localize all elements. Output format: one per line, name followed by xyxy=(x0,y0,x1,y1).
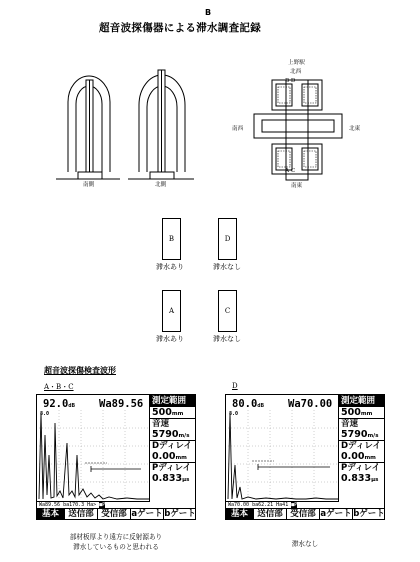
p-delay-value xyxy=(150,473,196,484)
north-label: 北側 xyxy=(155,182,167,188)
settings-panel xyxy=(339,395,385,508)
sample-box-d xyxy=(218,218,237,260)
d-delay-unit: mm xyxy=(364,455,376,461)
d-delay-label: Dディレイ xyxy=(152,441,192,451)
range-value xyxy=(150,407,196,419)
velocity-unit: m/s xyxy=(367,433,379,439)
p-delay-value xyxy=(339,473,385,484)
sample-caption: 滞水なし xyxy=(213,263,241,271)
velocity-value xyxy=(150,429,196,441)
d-delay-number: 0.00 xyxy=(152,451,176,462)
p-icon: ■P xyxy=(291,502,298,508)
velocity-number: 5790 xyxy=(341,429,368,440)
plan-top-label-2: 北西 xyxy=(290,69,302,75)
member-illustration xyxy=(46,50,196,190)
scale-label: 8.0 xyxy=(40,411,50,417)
sample-letter: B xyxy=(168,235,175,243)
plan-view xyxy=(250,74,346,186)
left-waveform-subtitle: A・B・C xyxy=(44,383,74,391)
gain-value: 92.0 xyxy=(43,398,69,410)
wa-readout: Wa70.00 xyxy=(288,398,333,410)
gain-readout xyxy=(232,398,264,410)
range-unit: mm xyxy=(360,411,373,417)
sample-caption: 滞水なし xyxy=(213,335,241,343)
status-footer-text: Wa70.00 ba62.21 Ha41 xyxy=(228,502,289,508)
north-member-drawing xyxy=(128,70,194,179)
plan-bottom-marks: A C xyxy=(285,168,296,174)
gain-unit: dB xyxy=(68,403,75,409)
menu-b-gate: bゲート xyxy=(353,509,385,519)
status-footer xyxy=(226,501,339,508)
menu-basic: 基本 xyxy=(37,509,65,520)
sample-letter: C xyxy=(224,307,231,315)
a-scan-trace xyxy=(39,413,149,499)
wa-readout: Wa89.56 xyxy=(99,398,144,410)
south-member-drawing xyxy=(56,76,120,179)
flaw-detector-screen-left xyxy=(36,394,196,520)
velocity-unit: m/s xyxy=(178,433,190,439)
velocity-label: 音速 xyxy=(341,419,359,429)
p-icon: ■P xyxy=(99,502,106,508)
range-number: 500 xyxy=(152,407,172,418)
p-delay-number: 0.833 xyxy=(152,473,183,484)
figure-letter: B xyxy=(205,8,212,17)
waveform-graph xyxy=(37,395,150,501)
d-delay-number: 0.00 xyxy=(341,451,365,462)
flaw-detector-screen-right xyxy=(225,394,385,520)
sample-box-b xyxy=(162,218,181,260)
range-number: 500 xyxy=(341,407,361,418)
sample-caption: 滞水あり xyxy=(156,263,184,271)
function-menu xyxy=(226,508,385,520)
function-menu xyxy=(37,508,196,520)
left-caption-line-1: 部材板厚より遠方に反射源あり xyxy=(69,533,163,541)
d-delay-value xyxy=(150,451,196,463)
plan-left-label: 南西 xyxy=(232,126,244,132)
settings-panel xyxy=(150,395,196,508)
range-value xyxy=(339,407,385,419)
sample-box-c xyxy=(218,290,237,332)
range-unit: mm xyxy=(171,411,184,417)
menu-b-gate: bゲート xyxy=(164,509,196,519)
status-footer xyxy=(37,501,150,508)
velocity-value xyxy=(339,429,385,441)
waveform-graph xyxy=(226,395,339,501)
menu-transmitter: 送信部 xyxy=(65,509,98,520)
sample-letter: D xyxy=(224,235,231,243)
waveform-plot xyxy=(226,395,339,501)
left-caption-line-2: 滞水しているものと思われる xyxy=(73,543,159,551)
right-waveform-subtitle: D xyxy=(232,382,238,390)
range-label: 測定範囲 xyxy=(339,395,385,407)
p-delay-unit: μs xyxy=(371,477,379,483)
sample-caption: 滞水あり xyxy=(156,335,184,343)
velocity-label: 音速 xyxy=(152,419,170,429)
menu-basic: 基本 xyxy=(226,509,254,520)
plan-top-label-1: 上野駅 xyxy=(288,60,305,66)
menu-a-gate: aゲート xyxy=(320,509,352,519)
p-delay-label: Pディレイ xyxy=(152,463,192,473)
plan-top-marks: B D xyxy=(285,78,296,84)
d-delay-unit: mm xyxy=(175,455,187,461)
p-delay-unit: μs xyxy=(182,477,190,483)
menu-a-gate: aゲート xyxy=(131,509,163,519)
scale-label: 8.0 xyxy=(229,411,239,417)
status-footer-text: Wa89.56 ba170.3 Ha> xyxy=(39,502,97,508)
page-title: 超音波探傷器による滞水調査記録 xyxy=(99,22,261,34)
sample-box-a xyxy=(162,290,181,332)
menu-receiver: 受信部 xyxy=(287,509,320,520)
right-caption: 滞水なし xyxy=(291,540,319,548)
gain-unit: dB xyxy=(257,403,264,409)
velocity-number: 5790 xyxy=(152,429,179,440)
gain-value: 80.0 xyxy=(232,398,258,410)
menu-transmitter: 送信部 xyxy=(254,509,287,520)
waveform-section-title: 超音波探傷検査波形 xyxy=(44,366,116,375)
p-delay-label: Pディレイ xyxy=(341,463,381,473)
d-delay-label: Dディレイ xyxy=(341,441,381,451)
range-label: 測定範囲 xyxy=(150,395,196,407)
sample-letter: A xyxy=(168,307,175,315)
south-label: 南側 xyxy=(83,182,95,188)
a-scan-trace xyxy=(228,413,338,499)
gain-readout xyxy=(43,398,75,410)
plan-bottom-label: 南東 xyxy=(291,183,303,189)
p-delay-number: 0.833 xyxy=(341,473,372,484)
plan-right-label: 北東 xyxy=(349,126,361,132)
d-delay-value xyxy=(339,451,385,463)
menu-receiver: 受信部 xyxy=(98,509,131,520)
waveform-plot xyxy=(37,395,150,501)
